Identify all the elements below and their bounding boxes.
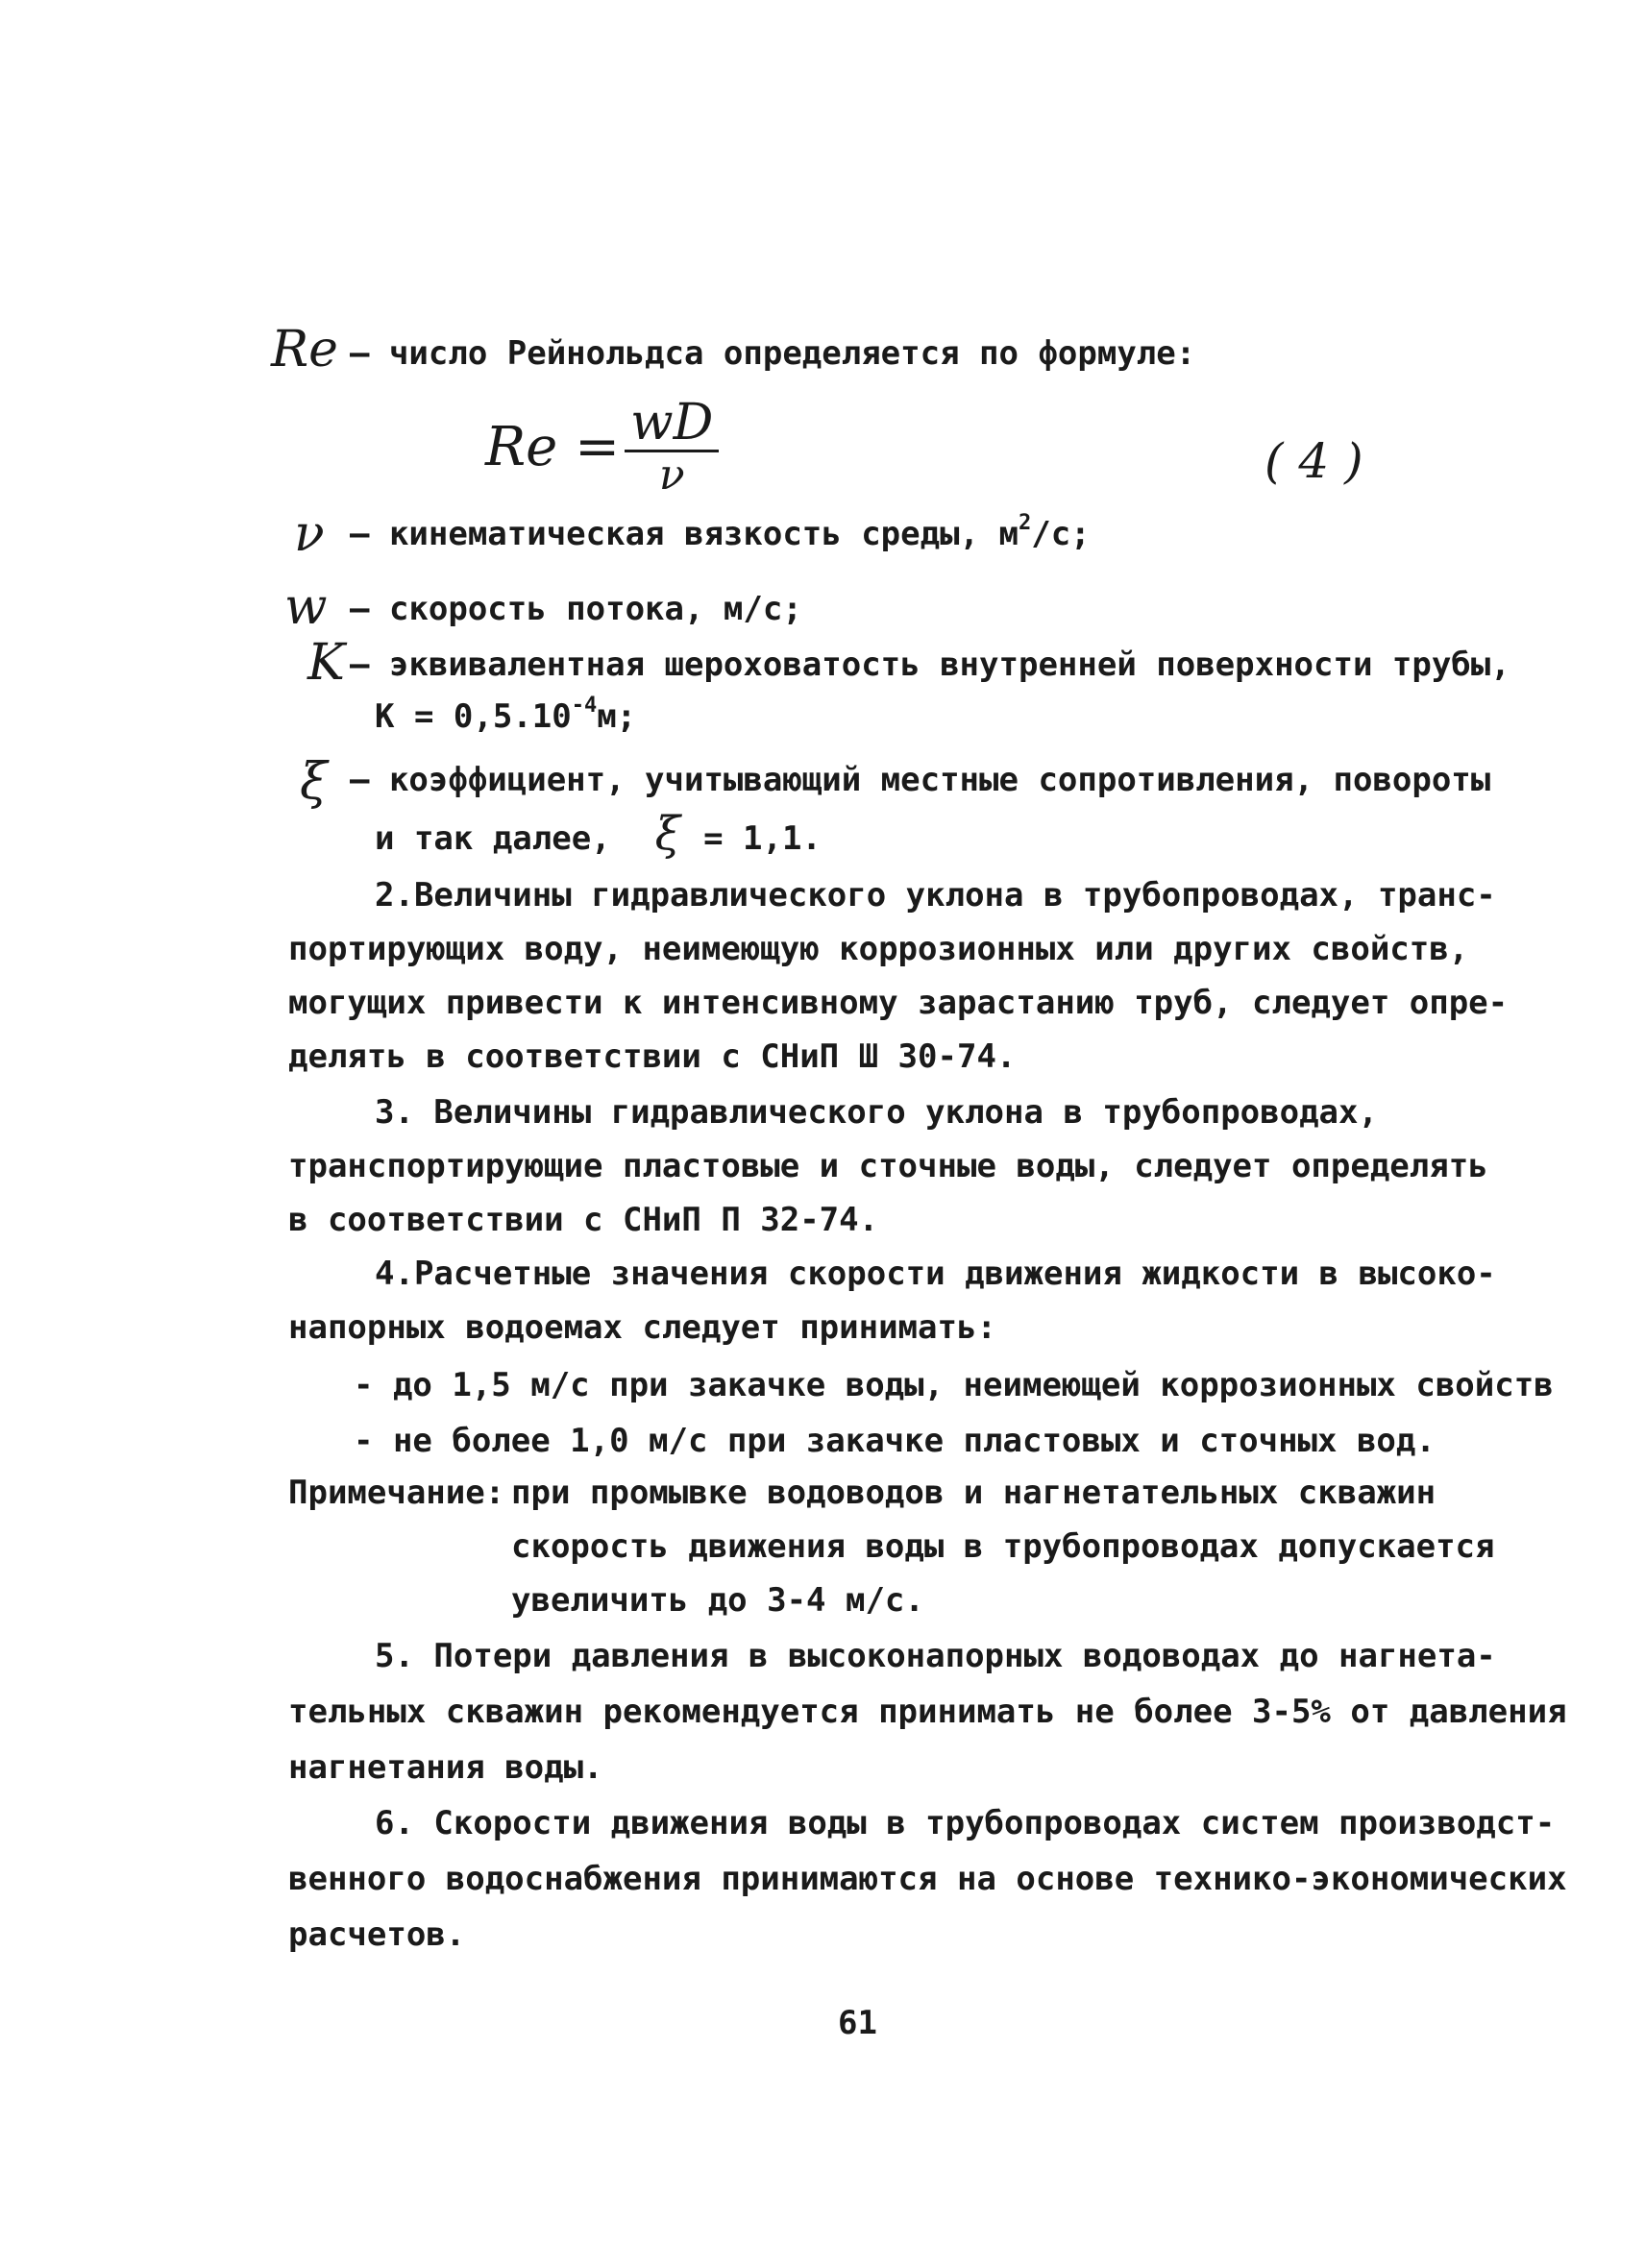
para2-line-3: могущих привести к интенсивному зарастанию труб, следует опре- [288,984,1509,1022]
xi-definition: – коэффициент, учитывающий местные сопротивления, повороты [350,761,1491,799]
para4-line-2: напорных водоемах следует принимать: [288,1308,996,1347]
k-definition: – эквивалентная шероховатость внутренней поверхности трубы, [350,646,1510,684]
reynolds-symbol: Re [271,321,338,378]
para6-line-2: венного водоснабжения принимаются на основе технико-экономических [288,1860,1567,1898]
para5-line-3: нагнетания воды. [288,1748,603,1787]
note-line-3: увеличить до 3-4 м/с. [511,1581,924,1620]
k-value-unit: м; [597,697,637,736]
note-line-1: при промывке водоводов и нагнетательных скважин [511,1474,1436,1512]
para4-line-3: - до 1,5 м/с при закачке воды, неимеющей коррозионных свойств [354,1366,1554,1404]
k-symbol: K [307,634,345,692]
para6-line-3: расчетов. [288,1915,466,1954]
k-value-sup: -4 [571,693,598,718]
xi-value-text: и так далее, [375,819,611,858]
xi-value-after: = 1,1. [703,819,822,858]
formula-numerator: wD [625,396,719,452]
para4-line-1: 4.Расчетные значения скорости движения жидкости в высоко- [375,1255,1496,1293]
k-value [375,695,636,738]
equation-number: ( 4 ) [1264,433,1363,489]
reynolds-formula [485,396,719,499]
page-number: 61 [838,2004,877,2042]
formula-lhs: Re = [485,416,621,478]
para5-line-2: тельных скважин рекомендуется принимать не более 3-5% от давления [288,1693,1567,1731]
para6-line-1: 6. Скорости движения воды в трубопроводах систем производст- [375,1804,1556,1842]
nu-definition [350,510,1091,555]
para2-line-2: портирующих воду, неимеющую коррозионных или других свойств, [288,930,1469,968]
para5-line-1: 5. Потери давления в высоконапорных водоводах до нагнета- [375,1637,1496,1675]
note-label: Примечание: [288,1474,505,1512]
nu-definition-text: – кинематическая вязкость среды, м [350,515,1019,553]
para2-line-4: делять в соответствии с СНиП Ш 30-74. [288,1037,1017,1076]
formula-denominator: ν [658,451,685,500]
note-line-2: скорость движения воды в трубопроводах допускается [511,1527,1495,1566]
formula-fraction [625,396,719,499]
nu-symbol: ν [294,505,325,563]
xi-value [375,807,822,861]
para3-line-3: в соответствии с СНиП П 32-74. [288,1201,879,1239]
w-definition: – скорость потока, м/с; [350,590,802,628]
para3-line-1: 3. Величины гидравлического уклона в трубопроводах, [375,1093,1378,1132]
para4-line-4: - не более 1,0 м/с при закачке пластовых и сточных вод. [354,1422,1436,1460]
nu-definition-sup: 2 [1018,510,1032,535]
reynolds-definition: – число Рейнольдса определяется по формуле: [350,334,1196,373]
xi-value-symbol: ξ [654,807,681,861]
nu-definition-after: /с; [1031,515,1091,553]
para2-line-1: 2.Величины гидравлического уклона в трубопроводах, транс- [375,876,1496,915]
para3-line-2: транспортирующие пластовые и сточные воды, следует определять [288,1147,1488,1185]
w-symbol: w [284,578,328,636]
k-value-text: K = 0,5.10 [375,697,572,736]
xi-symbol: ξ [300,753,328,811]
